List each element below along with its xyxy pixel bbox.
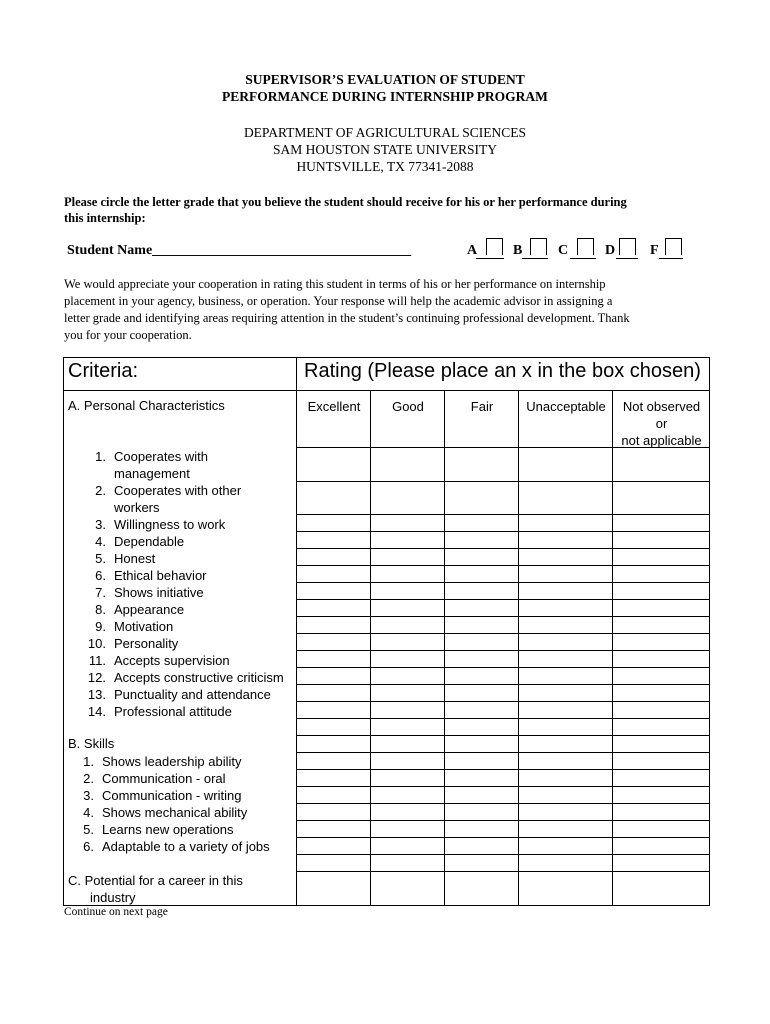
- item-label: Cooperates with other: [114, 483, 242, 498]
- list-item: [84, 567, 284, 584]
- cooperation-line4: you for your cooperation.: [64, 328, 192, 342]
- section-c: [68, 872, 243, 906]
- item-label: Professional attitude: [114, 704, 232, 719]
- student-name-blank[interactable]: _____________________________________: [152, 243, 412, 258]
- list-item: [84, 448, 284, 465]
- section-b-list: [68, 753, 270, 855]
- cooperation-line2: placement in your agency, business, or operation. Your response will help the academic advisor in assigning a: [64, 294, 613, 308]
- list-item: [84, 482, 284, 499]
- item-label-continued: workers: [114, 500, 160, 515]
- list-item: [84, 516, 284, 533]
- item-number: 5.: [95, 551, 106, 566]
- section-b-heading: B. Skills: [68, 736, 115, 751]
- item-label: Appearance: [114, 602, 185, 617]
- item-label: Willingness to work: [114, 517, 226, 532]
- item-label: Communication - writing: [102, 788, 242, 803]
- item-number: 12.: [87, 670, 106, 685]
- item-number: 3.: [83, 788, 94, 803]
- item-number: 14.: [87, 704, 106, 719]
- form-title-line2: PERFORMANCE DURING INTERNSHIP PROGRAM: [222, 89, 548, 104]
- item-number: 11.: [88, 653, 106, 668]
- item-number: 1.: [83, 754, 94, 769]
- grade-instructions-line1: Please circle the letter grade that you believe the student should receive for his or her performance during: [64, 195, 627, 209]
- list-item: [84, 584, 284, 601]
- column-excellent: Excellent: [307, 399, 361, 414]
- grade-label-b: B: [513, 243, 523, 258]
- item-number: 10.: [87, 636, 106, 651]
- column-not-observed-line3: not applicable: [621, 433, 702, 448]
- item-number: 9.: [95, 619, 106, 634]
- criteria-header: Criteria:: [68, 360, 139, 382]
- list-item: [84, 652, 284, 669]
- grade-label-c: C: [558, 243, 569, 258]
- university-name: SAM HOUSTON STATE UNIVERSITY: [272, 142, 498, 157]
- item-number: 4.: [95, 534, 106, 549]
- cooperation-line1: We would appreciate your cooperation in rating this student in terms of his or her performance on internship: [64, 277, 606, 291]
- section-a-list: [84, 448, 284, 720]
- form-title-line1: SUPERVISOR’S EVALUATION OF STUDENT: [245, 72, 525, 87]
- list-item: [68, 821, 270, 838]
- item-number: 5.: [83, 822, 94, 837]
- item-number: 1.: [95, 449, 106, 464]
- item-number: 4.: [83, 805, 94, 820]
- list-item: [68, 787, 270, 804]
- column-fair: Fair: [470, 399, 494, 414]
- department-name: DEPARTMENT OF AGRICULTURAL SCIENCES: [243, 125, 527, 140]
- item-label: Adaptable to a variety of jobs: [102, 839, 270, 854]
- list-item: [68, 838, 270, 855]
- section-a-heading: A. Personal Characteristics: [68, 398, 225, 413]
- list-item: [84, 635, 284, 652]
- section-c-line1: C. Potential for a career in this: [68, 873, 243, 888]
- item-label: Dependable: [114, 534, 185, 549]
- item-label: Learns new operations: [102, 822, 234, 837]
- grade-label-a: A: [467, 243, 478, 258]
- student-name-label: Student Name: [67, 243, 153, 258]
- list-item: [68, 804, 270, 821]
- list-item: [84, 550, 284, 567]
- item-number: 8.: [95, 602, 106, 617]
- list-item: [84, 533, 284, 550]
- item-label: Shows initiative: [114, 585, 204, 600]
- item-label: Honest: [114, 551, 156, 566]
- list-item: [68, 770, 270, 787]
- column-not-observed: [613, 398, 710, 449]
- item-label: Accepts supervision: [114, 653, 230, 668]
- item-number: 6.: [83, 839, 94, 854]
- item-label: Personality: [114, 636, 179, 651]
- list-item: [84, 618, 284, 635]
- column-unacceptable: Unacceptable: [526, 399, 606, 414]
- cooperation-line3: letter grade and identifying areas requiring attention in the student’s continuing professional development. Thank: [64, 311, 630, 325]
- continue-note: Continue on next page: [64, 906, 168, 918]
- university-address: HUNTSVILLE, TX 77341-2088: [296, 159, 474, 174]
- section-c-line2: industry: [90, 890, 136, 905]
- column-not-observed-line1: Not observed: [622, 399, 701, 414]
- grade-label-f: F: [650, 243, 659, 258]
- item-number: 2.: [83, 771, 94, 786]
- column-not-observed-line2: or: [655, 416, 668, 431]
- list-item: [84, 703, 284, 720]
- item-label: Punctuality and attendance: [114, 687, 271, 702]
- item-label: Communication - oral: [102, 771, 226, 786]
- list-item: [84, 686, 284, 703]
- item-label: Ethical behavior: [114, 568, 207, 583]
- item-label: Shows leadership ability: [102, 754, 242, 769]
- item-label: Motivation: [114, 619, 174, 634]
- item-label: Accepts constructive criticism: [114, 670, 284, 685]
- rating-header: Rating (Please place an x in the box chosen): [304, 360, 701, 382]
- list-item: [68, 753, 270, 770]
- item-number: 2.: [95, 483, 106, 498]
- item-label: Shows mechanical ability: [102, 805, 248, 820]
- item-number: 3.: [95, 517, 106, 532]
- item-number: 6.: [95, 568, 106, 583]
- item-label: Cooperates with: [114, 449, 208, 464]
- item-number: 7.: [95, 585, 106, 600]
- grade-instructions-line2: this internship:: [64, 211, 146, 225]
- item-label-continued: management: [114, 466, 190, 481]
- list-item: [84, 669, 284, 686]
- column-good: Good: [392, 399, 424, 414]
- list-item: [84, 601, 284, 618]
- grade-label-d: D: [605, 243, 616, 258]
- item-number: 13.: [87, 687, 106, 702]
